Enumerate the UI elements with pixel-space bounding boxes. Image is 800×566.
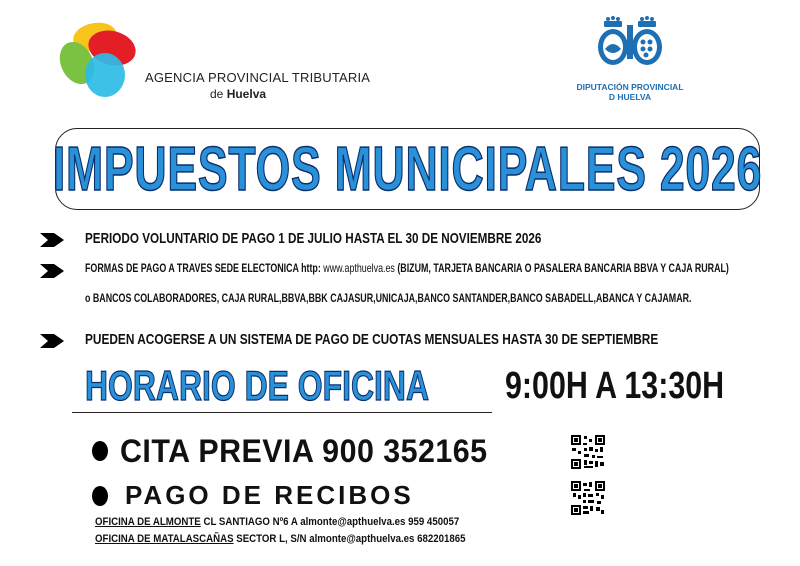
arrow-bullet-icon (40, 233, 64, 247)
periodo-text: PERIODO VOLUNTARIO DE PAGO 1 DE JULIO HASTA EL 30 DE NOVIEMBRE 2026 (85, 230, 542, 247)
horario-label: HORARIO DE OFICINA (85, 362, 430, 409)
arrow-bullet-icon (40, 264, 64, 278)
agency-logo-icon (55, 15, 355, 105)
diputacion-crest-icon (590, 15, 670, 75)
cita-previa-text: CITA PREVIA 900 352165 (120, 433, 488, 469)
sede-url[interactable]: www.apthuelva.es (323, 261, 395, 275)
page-title: IMPUESTOS MUNICIPALES 2026 (52, 134, 763, 204)
cuotas-text: PUEDEN ACOGERSE A UN SISTEMA DE PAGO DE CUOTAS MENSUALES HASTA 30 DE SEPTIEMBRE (85, 331, 659, 348)
diputacion-province: D HUELVA (608, 92, 652, 102)
office-matalascanas: OFICINA DE MATALASCAÑAS SECTOR L, S/N almonte@apthuelva.es 682201865 (95, 533, 466, 545)
qr-code-icon[interactable] (571, 435, 605, 469)
qr-code-icon[interactable] (571, 481, 605, 515)
arrow-bullet-icon (40, 334, 64, 348)
horario-hours: 9:00H A 13:30H (505, 365, 725, 407)
horario-underline (72, 412, 492, 413)
bullet-dot (92, 441, 108, 461)
bancos-text: o BANCOS COLABORADORES, CAJA RURAL,BBVA,BBK CAJASUR,UNICAJA,BANCO SANTANDER,BANCO SABADELL,ABANCA Y CAJAMAR. (85, 291, 692, 305)
bullet-dot (92, 486, 108, 506)
diputacion-name: DIPUTACIÓN PROVINCIAL (576, 82, 684, 92)
page-title-wrapper (52, 128, 763, 210)
agency-name: AGENCIA PROVINCIAL TRIBUTARIA (145, 70, 371, 85)
pago-recibos-text: PAGO DE RECIBOS (125, 480, 414, 510)
formas-pago-text: FORMAS DE PAGO A TRAVES SEDE ELECTONICA http: www.apthuelva.es (BIZUM, TARJETA BANCARIA O PASALERA BANCARIA BBVA Y CAJA RURAL) (85, 261, 729, 275)
office-almonte: OFICINA DE ALMONTE CL SANTIAGO Nº6 A almonte@apthuelva.es 959 450057 (95, 516, 460, 528)
agency-province: de Huelva (210, 87, 267, 101)
